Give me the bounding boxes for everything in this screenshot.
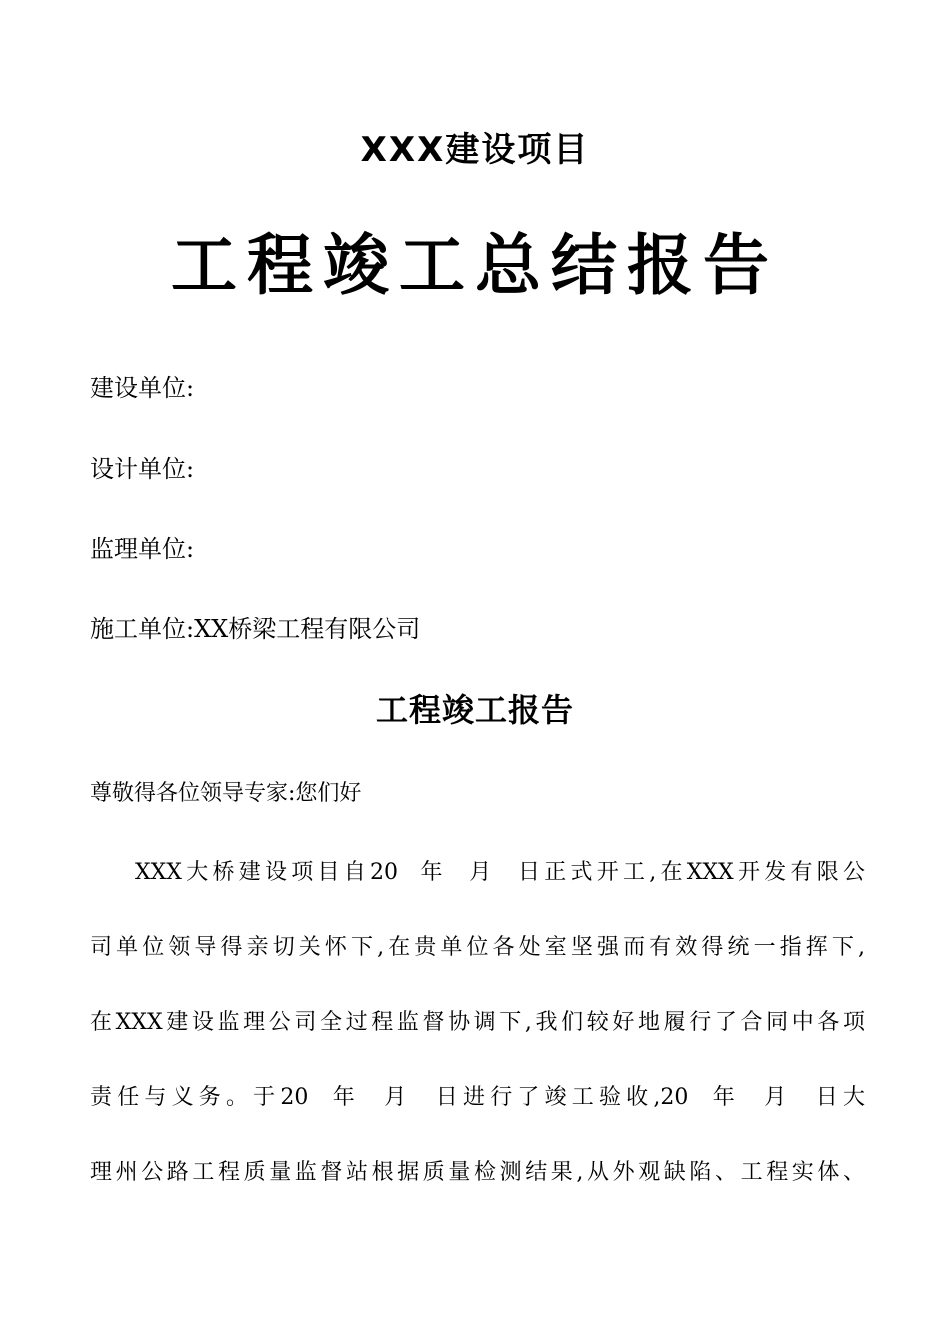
field-label: 监理单位: <box>90 535 195 563</box>
report-title: 工程竣工总结报告 <box>171 226 779 304</box>
greeting-text: 尊敬得各位领导专家:您们好 <box>90 781 362 806</box>
field-design-unit <box>90 453 194 485</box>
field-label: 施工单位: <box>90 615 195 643</box>
paragraph-line: XXX大桥建设项目自20 年 月 日正式开工,在XXX开发有限公 <box>90 860 865 885</box>
project-title: XXX建设项目 <box>360 130 590 170</box>
field-label: 建设单位: <box>90 374 195 402</box>
field-label: 设计单位: <box>90 455 195 483</box>
paragraph-line: 在XXX建设监理公司全过程监督协调下,我们较好地履行了合同中各项 <box>90 1010 865 1035</box>
field-value: XX桥梁工程有限公司 <box>194 615 421 643</box>
paragraph-line: 司单位领导得亲切关怀下,在贵单位各处室坚强而有效得统一指挥下, <box>90 935 865 960</box>
paragraph-line: 责任与义务。于20 年 月 日进行了竣工验收,20 年 月 日大 <box>90 1085 865 1110</box>
field-contractor-unit <box>90 613 420 645</box>
paragraph-line: 理州公路工程质量监督站根据质量检测结果,从外观缺陷、工程实体、 <box>90 1160 865 1185</box>
field-supervision-unit <box>90 533 194 565</box>
section-title: 工程竣工报告 <box>375 691 574 729</box>
field-construction-unit <box>90 372 194 404</box>
